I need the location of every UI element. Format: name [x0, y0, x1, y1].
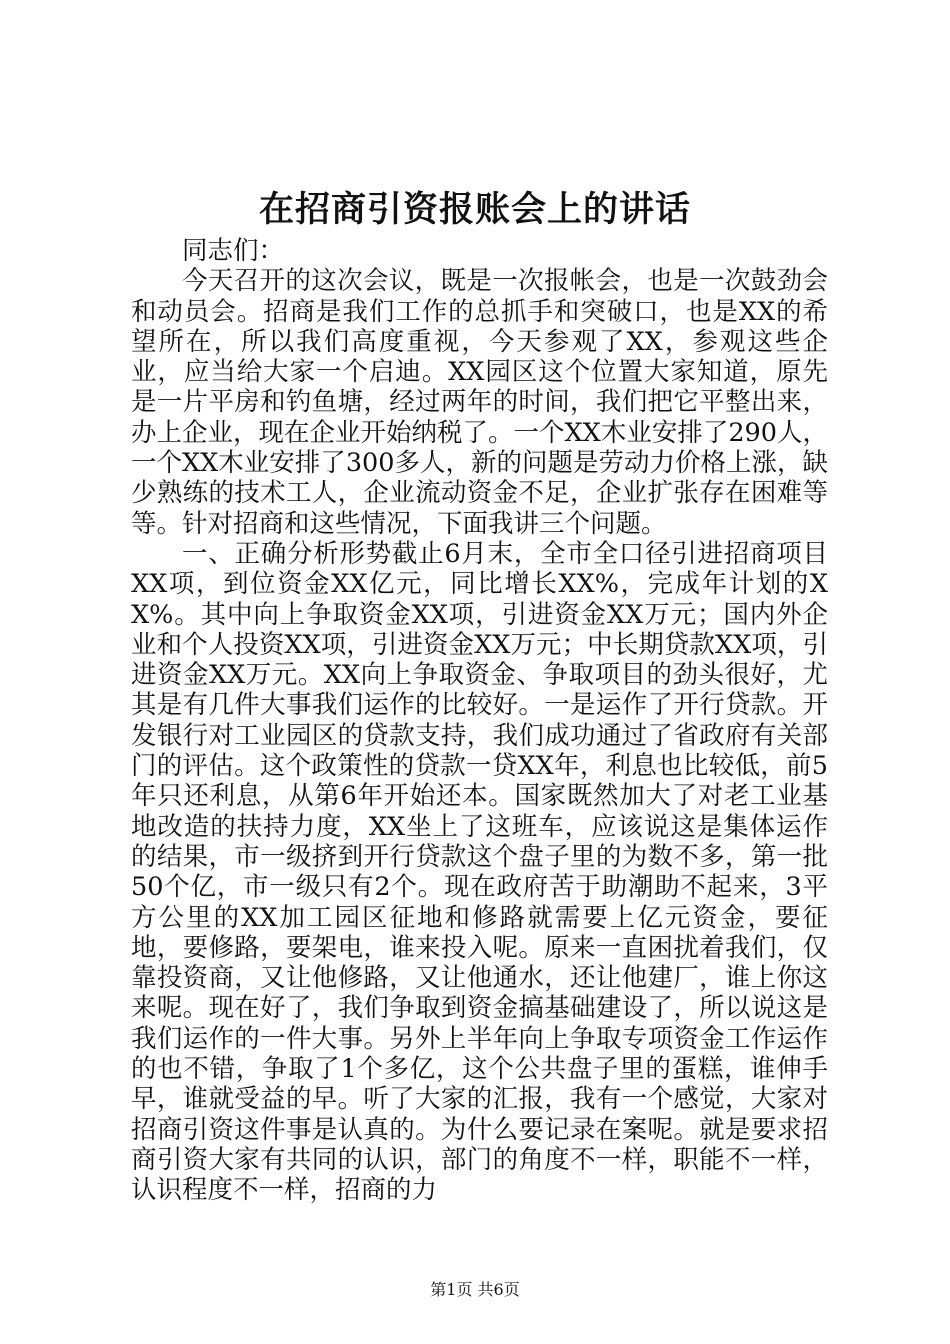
paragraph-situation: 一、正确分析形势截止6月末，全市全口径引进招商项目XX项，到位资金XX亿元，同比增长XX%，完成年计划的XX%。其中向上争取资金XX项，引进资金XX万元；国内外企业和个人投资XX项，引进资金XX万元；中长期贷款XX项，引进资金XX万元。XX向上争取资金、争取项目的劲头很好，尤其是有几件大事我们运作的比较好。一是运作了开行贷款。开发银行对工业园区的贷款支持，我们成功通过了省政府有关部门的评估。这个政策性的贷款一贷XX年，利息也比较低，前5年只还利息，从第6年开始还本。国家既然加大了对老工业基地改造的扶持力度，XX坐上了这班车，应该说这是集体运作的结果，市一级挤到开行贷款这个盘子里的为数不多，第一批50个亿，市一级只有2个。现在政府苦于助潮助不起来，3平方公里的XX加工园区征地和修路就需要上亿元资金，要征地，要修路，要架电，谁来投入呢。原来一直困扰着我们，仅靠投资商，又让他修路，又让他通水，还让他建厂，谁上你这来呢。现在好了，我们争取到资金搞基础建设了，所以说这是我们运作的一件大事。另外上半年向上争取专项资金工作运作的也不错，争取了1个多亿，这个公共盘子里的蛋糕，谁伸手早，谁就受益的早。听了大家的汇报，我有一个感觉，大家对招商引资这件事是认真的。为什么要记录在案呢。就是要求招商引资大家有共同的认识，部门的角度不一样，职能不一样，认识程度不一样，招商的力	[131, 538, 828, 1206]
salutation: 同志们：	[182, 236, 285, 266]
page-number: 第1页 共6页	[430, 1280, 520, 1299]
document-body	[131, 236, 828, 1206]
paragraph-intro: 今天召开的这次会议，既是一次报帐会，也是一次鼓劲会和动员会。招商是我们工作的总抓手和突破口，也是XX的希望所在，所以我们高度重视，今天参观了XX，参观这些企业，应当给大家一个启迪。XX园区这个位置大家知道，原先是一片平房和钓鱼塘，经过两年的时间，我们把它平整出来，办上企业，现在企业开始纳税了。一个XX木业安排了290人，一个XX木业安排了300多人，新的问题是劳动力价格上涨，缺少熟练的技术工人，企业流动资金不足，企业扩张存在困难等等。针对招商和这些情况，下面我讲三个问题。	[131, 266, 828, 539]
document-title: 在招商引资报账会上的讲话	[258, 189, 691, 230]
